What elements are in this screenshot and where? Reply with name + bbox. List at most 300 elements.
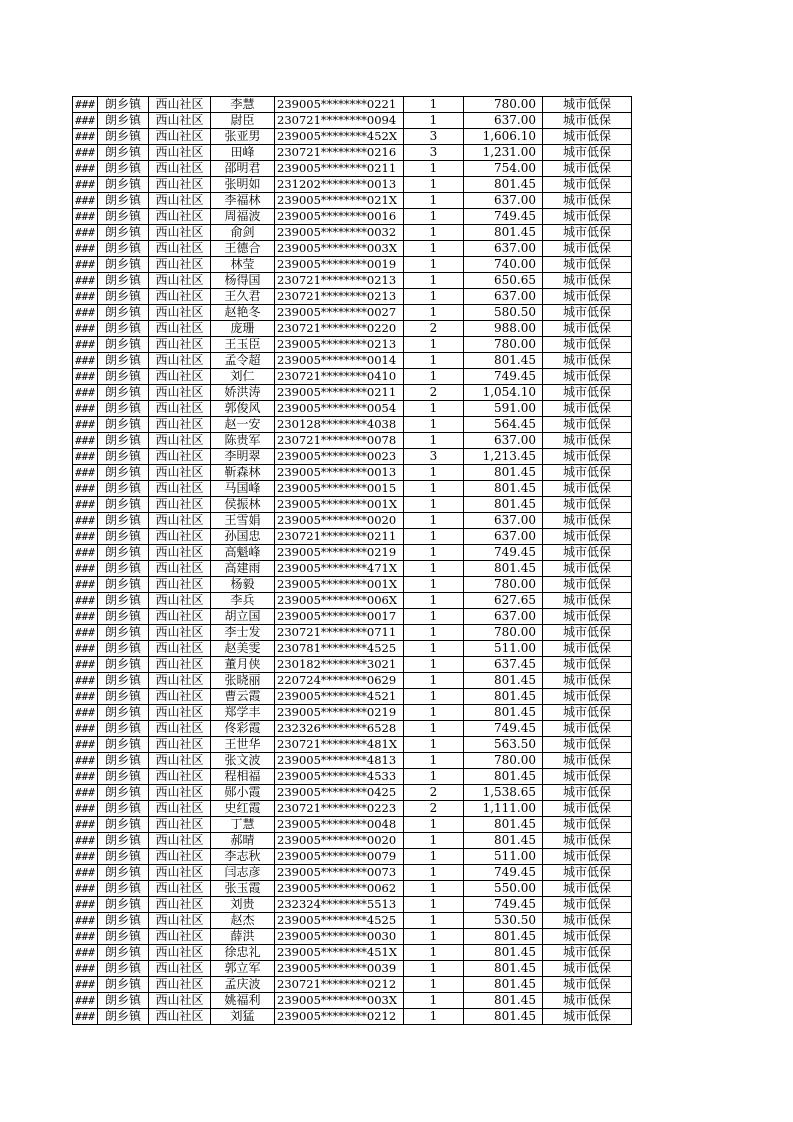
household-size-cell: 1	[404, 241, 464, 257]
id-number-cell: 239005********0048	[275, 817, 404, 833]
community-cell: 西山社区	[149, 273, 211, 289]
town-cell: 朗乡镇	[98, 321, 149, 337]
id-number-cell: 239005********0023	[275, 449, 404, 465]
amount-cell: 801.45	[464, 1009, 543, 1025]
name-cell: 李志秋	[211, 849, 275, 865]
id-number-cell: 230781********4525	[275, 641, 404, 657]
community-cell: 西山社区	[149, 545, 211, 561]
id-number-cell: 239005********0020	[275, 513, 404, 529]
amount-cell: 801.45	[464, 177, 543, 193]
category-cell: 城市低保	[543, 353, 632, 369]
community-cell: 西山社区	[149, 561, 211, 577]
id-number-cell: 230128********4038	[275, 417, 404, 433]
community-cell: 西山社区	[149, 145, 211, 161]
table-row	[73, 337, 632, 353]
category-cell: 城市低保	[543, 545, 632, 561]
town-cell: 朗乡镇	[98, 97, 149, 113]
id-number-cell: 239005********0032	[275, 225, 404, 241]
table-row	[73, 257, 632, 273]
table-row	[73, 497, 632, 513]
id-number-cell: 239005********003X	[275, 241, 404, 257]
table-row	[73, 865, 632, 881]
household-size-cell: 1	[404, 577, 464, 593]
community-cell: 西山社区	[149, 833, 211, 849]
community-cell: 西山社区	[149, 753, 211, 769]
town-cell: 朗乡镇	[98, 305, 149, 321]
household-size-cell: 1	[404, 113, 464, 129]
town-cell: 朗乡镇	[98, 385, 149, 401]
index-cell: ###	[73, 369, 98, 385]
amount-cell: 550.00	[464, 881, 543, 897]
amount-cell: 801.45	[464, 465, 543, 481]
town-cell: 朗乡镇	[98, 545, 149, 561]
household-size-cell: 1	[404, 961, 464, 977]
table-row	[73, 673, 632, 689]
town-cell: 朗乡镇	[98, 945, 149, 961]
id-number-cell: 239005********0219	[275, 705, 404, 721]
category-cell: 城市低保	[543, 833, 632, 849]
table-row	[73, 641, 632, 657]
index-cell: ###	[73, 497, 98, 513]
table-row	[73, 113, 632, 129]
id-number-cell: 239005********021X	[275, 193, 404, 209]
town-cell: 朗乡镇	[98, 465, 149, 481]
household-size-cell: 1	[404, 369, 464, 385]
town-cell: 朗乡镇	[98, 177, 149, 193]
amount-cell: 780.00	[464, 577, 543, 593]
index-cell: ###	[73, 641, 98, 657]
town-cell: 朗乡镇	[98, 353, 149, 369]
table-row	[73, 753, 632, 769]
category-cell: 城市低保	[543, 193, 632, 209]
name-cell: 周福波	[211, 209, 275, 225]
household-size-cell: 1	[404, 465, 464, 481]
amount-cell: 801.45	[464, 833, 543, 849]
amount-cell: 650.65	[464, 273, 543, 289]
town-cell: 朗乡镇	[98, 833, 149, 849]
category-cell: 城市低保	[543, 673, 632, 689]
table-row	[73, 881, 632, 897]
community-cell: 西山社区	[149, 305, 211, 321]
name-cell: 李明翠	[211, 449, 275, 465]
id-number-cell: 239005********001X	[275, 577, 404, 593]
town-cell: 朗乡镇	[98, 737, 149, 753]
table-row	[73, 737, 632, 753]
amount-cell: 580.50	[464, 305, 543, 321]
name-cell: 陈贵军	[211, 433, 275, 449]
category-cell: 城市低保	[543, 913, 632, 929]
community-cell: 西山社区	[149, 769, 211, 785]
index-cell: ###	[73, 593, 98, 609]
category-cell: 城市低保	[543, 225, 632, 241]
table-row	[73, 481, 632, 497]
amount-cell: 801.45	[464, 225, 543, 241]
id-number-cell: 239005********0211	[275, 385, 404, 401]
name-cell: 薛洪	[211, 929, 275, 945]
town-cell: 朗乡镇	[98, 881, 149, 897]
amount-cell: 511.00	[464, 641, 543, 657]
table-row	[73, 449, 632, 465]
town-cell: 朗乡镇	[98, 721, 149, 737]
category-cell: 城市低保	[543, 849, 632, 865]
index-cell: ###	[73, 705, 98, 721]
table-row	[73, 97, 632, 113]
index-cell: ###	[73, 161, 98, 177]
category-cell: 城市低保	[543, 481, 632, 497]
household-size-cell: 1	[404, 593, 464, 609]
category-cell: 城市低保	[543, 625, 632, 641]
table-row	[73, 321, 632, 337]
amount-cell: 637.45	[464, 657, 543, 673]
community-cell: 西山社区	[149, 1009, 211, 1025]
town-cell: 朗乡镇	[98, 145, 149, 161]
table-row	[73, 273, 632, 289]
name-cell: 曹云霞	[211, 689, 275, 705]
name-cell: 史红霞	[211, 801, 275, 817]
town-cell: 朗乡镇	[98, 433, 149, 449]
amount-cell: 1,213.45	[464, 449, 543, 465]
index-cell: ###	[73, 753, 98, 769]
name-cell: 姚福利	[211, 993, 275, 1009]
name-cell: 胡立国	[211, 609, 275, 625]
id-number-cell: 230721********0094	[275, 113, 404, 129]
community-cell: 西山社区	[149, 209, 211, 225]
town-cell: 朗乡镇	[98, 561, 149, 577]
community-cell: 西山社区	[149, 529, 211, 545]
town-cell: 朗乡镇	[98, 593, 149, 609]
town-cell: 朗乡镇	[98, 369, 149, 385]
name-cell: 王玉臣	[211, 337, 275, 353]
index-cell: ###	[73, 209, 98, 225]
community-cell: 西山社区	[149, 961, 211, 977]
amount-cell: 801.45	[464, 817, 543, 833]
community-cell: 西山社区	[149, 193, 211, 209]
town-cell: 朗乡镇	[98, 257, 149, 273]
table-row	[73, 305, 632, 321]
index-cell: ###	[73, 961, 98, 977]
name-cell: 张明如	[211, 177, 275, 193]
town-cell: 朗乡镇	[98, 513, 149, 529]
town-cell: 朗乡镇	[98, 641, 149, 657]
amount-cell: 564.45	[464, 417, 543, 433]
household-size-cell: 1	[404, 433, 464, 449]
amount-cell: 780.00	[464, 337, 543, 353]
category-cell: 城市低保	[543, 417, 632, 433]
household-size-cell: 2	[404, 785, 464, 801]
amount-cell: 1,231.00	[464, 145, 543, 161]
community-cell: 西山社区	[149, 353, 211, 369]
community-cell: 西山社区	[149, 593, 211, 609]
category-cell: 城市低保	[543, 817, 632, 833]
category-cell: 城市低保	[543, 577, 632, 593]
community-cell: 西山社区	[149, 97, 211, 113]
category-cell: 城市低保	[543, 769, 632, 785]
id-number-cell: 239005********0073	[275, 865, 404, 881]
amount-cell: 801.45	[464, 497, 543, 513]
household-size-cell: 1	[404, 417, 464, 433]
index-cell: ###	[73, 433, 98, 449]
category-cell: 城市低保	[543, 881, 632, 897]
table-row	[73, 289, 632, 305]
table-row	[73, 225, 632, 241]
index-cell: ###	[73, 449, 98, 465]
index-cell: ###	[73, 257, 98, 273]
id-number-cell: 230721********481X	[275, 737, 404, 753]
name-cell: 孙国忠	[211, 529, 275, 545]
household-size-cell: 1	[404, 817, 464, 833]
index-cell: ###	[73, 417, 98, 433]
amount-cell: 637.00	[464, 241, 543, 257]
name-cell: 俞剑	[211, 225, 275, 241]
household-size-cell: 1	[404, 561, 464, 577]
index-cell: ###	[73, 129, 98, 145]
table-row	[73, 577, 632, 593]
table-row	[73, 465, 632, 481]
household-size-cell: 1	[404, 881, 464, 897]
index-cell: ###	[73, 673, 98, 689]
index-cell: ###	[73, 769, 98, 785]
name-cell: 王世华	[211, 737, 275, 753]
name-cell: 张晓丽	[211, 673, 275, 689]
town-cell: 朗乡镇	[98, 161, 149, 177]
category-cell: 城市低保	[543, 145, 632, 161]
name-cell: 赵一安	[211, 417, 275, 433]
town-cell: 朗乡镇	[98, 529, 149, 545]
table-row	[73, 1009, 632, 1025]
town-cell: 朗乡镇	[98, 1009, 149, 1025]
category-cell: 城市低保	[543, 897, 632, 913]
household-size-cell: 1	[404, 897, 464, 913]
category-cell: 城市低保	[543, 257, 632, 273]
index-cell: ###	[73, 145, 98, 161]
id-number-cell: 239005********0014	[275, 353, 404, 369]
index-cell: ###	[73, 545, 98, 561]
category-cell: 城市低保	[543, 1009, 632, 1025]
index-cell: ###	[73, 833, 98, 849]
amount-cell: 749.45	[464, 897, 543, 913]
name-cell: 郭俊风	[211, 401, 275, 417]
community-cell: 西山社区	[149, 497, 211, 513]
town-cell: 朗乡镇	[98, 289, 149, 305]
community-cell: 西山社区	[149, 689, 211, 705]
table-row	[73, 929, 632, 945]
household-size-cell: 1	[404, 849, 464, 865]
table-row	[73, 945, 632, 961]
index-cell: ###	[73, 193, 98, 209]
id-number-cell: 230721********0216	[275, 145, 404, 161]
category-cell: 城市低保	[543, 865, 632, 881]
index-cell: ###	[73, 481, 98, 497]
table-row	[73, 593, 632, 609]
category-cell: 城市低保	[543, 305, 632, 321]
table-row	[73, 561, 632, 577]
index-cell: ###	[73, 577, 98, 593]
name-cell: 刘仁	[211, 369, 275, 385]
town-cell: 朗乡镇	[98, 273, 149, 289]
id-number-cell: 239005********0027	[275, 305, 404, 321]
community-cell: 西山社区	[149, 241, 211, 257]
table-row	[73, 433, 632, 449]
index-cell: ###	[73, 721, 98, 737]
category-cell: 城市低保	[543, 753, 632, 769]
index-cell: ###	[73, 849, 98, 865]
town-cell: 朗乡镇	[98, 705, 149, 721]
table-row	[73, 369, 632, 385]
id-number-cell: 239005********001X	[275, 497, 404, 513]
town-cell: 朗乡镇	[98, 129, 149, 145]
household-size-cell: 1	[404, 657, 464, 673]
community-cell: 西山社区	[149, 641, 211, 657]
town-cell: 朗乡镇	[98, 401, 149, 417]
amount-cell: 801.45	[464, 353, 543, 369]
index-cell: ###	[73, 609, 98, 625]
index-cell: ###	[73, 801, 98, 817]
name-cell: 李兵	[211, 593, 275, 609]
index-cell: ###	[73, 993, 98, 1009]
household-size-cell: 1	[404, 529, 464, 545]
id-number-cell: 239005********0211	[275, 161, 404, 177]
community-cell: 西山社区	[149, 817, 211, 833]
household-size-cell: 1	[404, 705, 464, 721]
id-number-cell: 239005********0062	[275, 881, 404, 897]
name-cell: 郧小霞	[211, 785, 275, 801]
name-cell: 赵艳冬	[211, 305, 275, 321]
id-number-cell: 239005********0016	[275, 209, 404, 225]
id-number-cell: 230721********0711	[275, 625, 404, 641]
name-cell: 田峰	[211, 145, 275, 161]
index-cell: ###	[73, 929, 98, 945]
amount-cell: 637.00	[464, 193, 543, 209]
community-cell: 西山社区	[149, 385, 211, 401]
index-cell: ###	[73, 177, 98, 193]
town-cell: 朗乡镇	[98, 609, 149, 625]
household-size-cell: 1	[404, 641, 464, 657]
category-cell: 城市低保	[543, 801, 632, 817]
name-cell: 佟彩霞	[211, 721, 275, 737]
id-number-cell: 230182********3021	[275, 657, 404, 673]
index-cell: ###	[73, 1009, 98, 1025]
name-cell: 靳森林	[211, 465, 275, 481]
household-size-cell: 1	[404, 769, 464, 785]
name-cell: 郭立军	[211, 961, 275, 977]
id-number-cell: 239005********0221	[275, 97, 404, 113]
town-cell: 朗乡镇	[98, 817, 149, 833]
id-number-cell: 230721********0220	[275, 321, 404, 337]
name-cell: 林莹	[211, 257, 275, 273]
community-cell: 西山社区	[149, 929, 211, 945]
household-size-cell: 2	[404, 321, 464, 337]
id-number-cell: 231202********0013	[275, 177, 404, 193]
town-cell: 朗乡镇	[98, 113, 149, 129]
index-cell: ###	[73, 785, 98, 801]
amount-cell: 637.00	[464, 433, 543, 449]
category-cell: 城市低保	[543, 689, 632, 705]
id-number-cell: 239005********0039	[275, 961, 404, 977]
table-row	[73, 817, 632, 833]
category-cell: 城市低保	[543, 561, 632, 577]
town-cell: 朗乡镇	[98, 897, 149, 913]
id-number-cell: 239005********0019	[275, 257, 404, 273]
category-cell: 城市低保	[543, 657, 632, 673]
id-number-cell: 220724********0629	[275, 673, 404, 689]
town-cell: 朗乡镇	[98, 497, 149, 513]
household-size-cell: 1	[404, 177, 464, 193]
amount-cell: 591.00	[464, 401, 543, 417]
amount-cell: 801.45	[464, 705, 543, 721]
name-cell: 程相福	[211, 769, 275, 785]
amount-cell: 801.45	[464, 977, 543, 993]
community-cell: 西山社区	[149, 785, 211, 801]
community-cell: 西山社区	[149, 113, 211, 129]
community-cell: 西山社区	[149, 945, 211, 961]
id-number-cell: 239005********0017	[275, 609, 404, 625]
household-size-cell: 1	[404, 209, 464, 225]
household-size-cell: 2	[404, 385, 464, 401]
id-number-cell: 239005********0013	[275, 465, 404, 481]
name-cell: 丁慧	[211, 817, 275, 833]
name-cell: 王雪娟	[211, 513, 275, 529]
index-cell: ###	[73, 273, 98, 289]
category-cell: 城市低保	[543, 961, 632, 977]
name-cell: 张玉霞	[211, 881, 275, 897]
amount-cell: 749.45	[464, 865, 543, 881]
household-size-cell: 1	[404, 353, 464, 369]
category-cell: 城市低保	[543, 321, 632, 337]
index-cell: ###	[73, 817, 98, 833]
household-size-cell: 3	[404, 449, 464, 465]
name-cell: 闫志彦	[211, 865, 275, 881]
id-number-cell: 239005********452X	[275, 129, 404, 145]
index-cell: ###	[73, 865, 98, 881]
table-row	[73, 161, 632, 177]
table-row	[73, 769, 632, 785]
community-cell: 西山社区	[149, 481, 211, 497]
category-cell: 城市低保	[543, 209, 632, 225]
household-size-cell: 1	[404, 673, 464, 689]
index-cell: ###	[73, 945, 98, 961]
household-size-cell: 1	[404, 977, 464, 993]
id-number-cell: 230721********0211	[275, 529, 404, 545]
amount-cell: 988.00	[464, 321, 543, 337]
index-cell: ###	[73, 737, 98, 753]
index-cell: ###	[73, 385, 98, 401]
household-size-cell: 1	[404, 945, 464, 961]
table-row	[73, 401, 632, 417]
category-cell: 城市低保	[543, 129, 632, 145]
category-cell: 城市低保	[543, 177, 632, 193]
id-number-cell: 230721********0410	[275, 369, 404, 385]
category-cell: 城市低保	[543, 113, 632, 129]
index-cell: ###	[73, 689, 98, 705]
household-size-cell: 1	[404, 721, 464, 737]
id-number-cell: 239005********4525	[275, 913, 404, 929]
town-cell: 朗乡镇	[98, 657, 149, 673]
community-cell: 西山社区	[149, 673, 211, 689]
table-row	[73, 721, 632, 737]
community-cell: 西山社区	[149, 913, 211, 929]
household-size-cell: 2	[404, 801, 464, 817]
spreadsheet-page	[72, 96, 632, 1025]
amount-cell: 801.45	[464, 929, 543, 945]
index-cell: ###	[73, 337, 98, 353]
town-cell: 朗乡镇	[98, 785, 149, 801]
name-cell: 徐忠礼	[211, 945, 275, 961]
amount-cell: 637.00	[464, 513, 543, 529]
category-cell: 城市低保	[543, 737, 632, 753]
community-cell: 西山社区	[149, 177, 211, 193]
amount-cell: 801.45	[464, 769, 543, 785]
category-cell: 城市低保	[543, 241, 632, 257]
